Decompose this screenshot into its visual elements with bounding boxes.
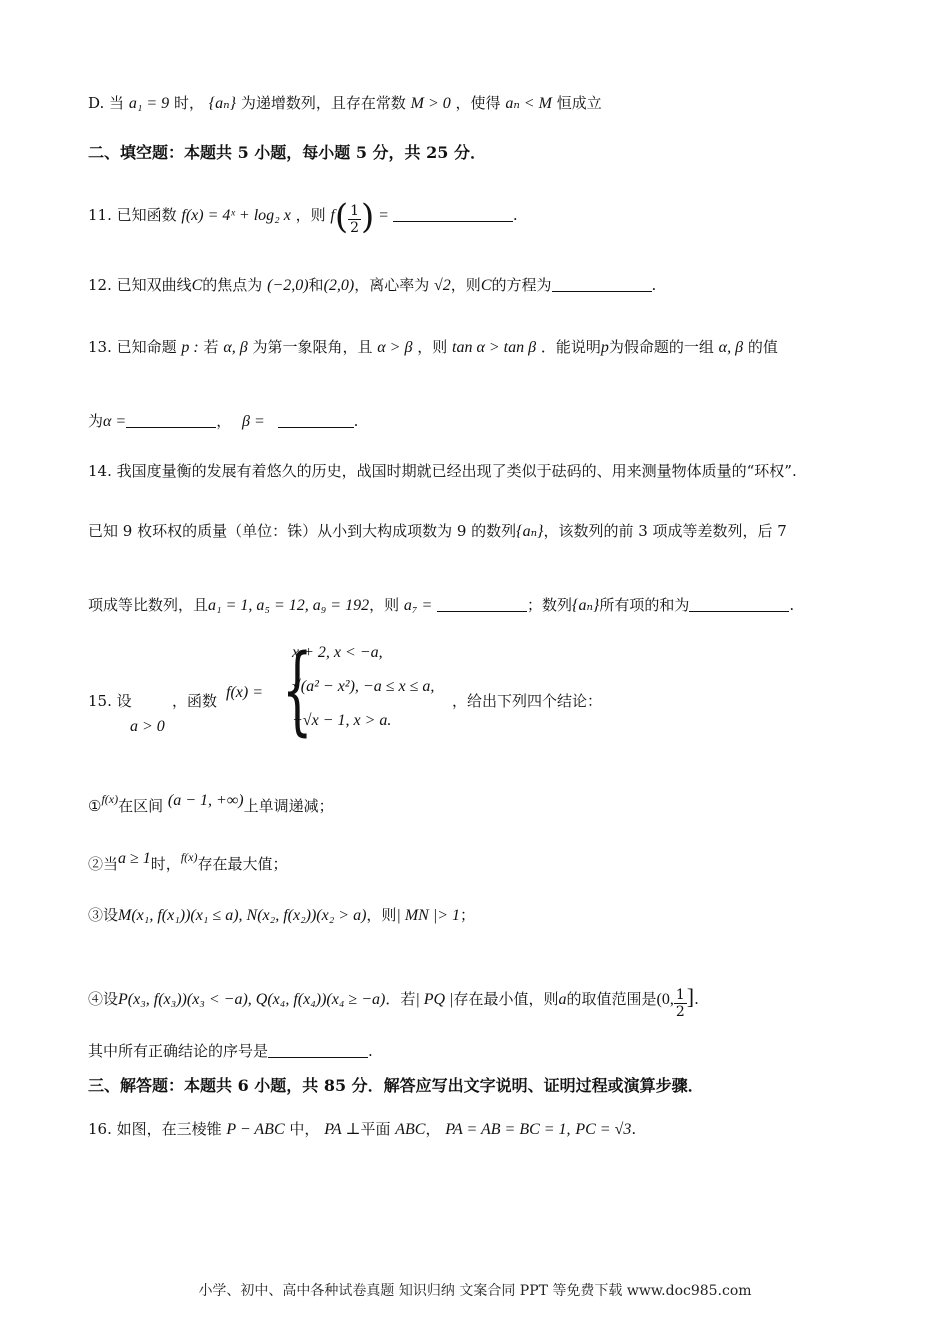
answer-blank-a7[interactable] (437, 595, 527, 612)
math-fx: f(x) (101, 792, 119, 806)
paren-left: ( (334, 197, 349, 237)
text: 所有项的和为 (599, 596, 690, 614)
math-alpha-gt-beta: α > β (377, 339, 413, 356)
text: ，则 (450, 276, 481, 294)
math-p: p (600, 339, 609, 356)
text: ，离心率为 (354, 276, 430, 294)
option-d (88, 92, 890, 115)
text: 的值 (747, 338, 778, 356)
math-fx-eq: f(x) = (226, 684, 263, 701)
math-points-mn: M(x₁, f(x₁))(x₁ ≤ a), N(x₂, f(x₂))(x₂ > a) (118, 907, 367, 924)
question-16 (88, 1118, 890, 1141)
text: 存在最小值，则 (453, 990, 559, 1008)
text: ．若 (385, 990, 416, 1008)
text: ④设 (88, 990, 119, 1008)
answer-blank-sum[interactable] (689, 595, 789, 612)
math-p: p : (181, 339, 199, 356)
math-focus-1: (−2,0) (267, 277, 309, 294)
text: . (368, 1042, 373, 1060)
math-tan-inequality: tan α > tan β (452, 339, 537, 356)
math-sequence: {aₙ} (572, 597, 600, 614)
fraction-one-half (348, 203, 361, 236)
text: ，则 (417, 338, 448, 356)
text: 存在最大值； (197, 855, 288, 873)
text: 11. 已知函数 (88, 206, 177, 224)
math-range-right: ] (686, 984, 695, 1009)
text: 的方程为 (491, 276, 552, 294)
math-an-lt-m: aₙ < M (505, 95, 552, 112)
math-c: C (480, 277, 492, 294)
case-1: x + 2, x < −a, (292, 644, 383, 661)
answer-blank-12[interactable] (552, 275, 652, 292)
math-sequence: {aₙ} (516, 523, 544, 540)
math-pq: | PQ | (415, 991, 454, 1008)
text: 已知 9 枚环权的质量（单位：铢）从小到大构成项数为 9 的数列 (88, 522, 517, 540)
text: 时， (173, 94, 204, 112)
text: . (694, 990, 699, 1008)
text: ③设 (88, 906, 119, 924)
math-plane-abc: ABC (395, 1121, 426, 1138)
text: ；数列 (527, 596, 573, 614)
page-footer: 小学、初中、高中各种试卷真题 知识归纳 文案合同 PPT 等免费下载 www.doc985.com (198, 1283, 752, 1299)
math-fx: f(x) (180, 850, 198, 864)
text: 时， (150, 855, 181, 873)
math-beta-eq: β = (242, 413, 265, 430)
math-sequence: {aₙ} (208, 95, 237, 112)
text: ，使得 (455, 94, 501, 112)
math-alpha-beta: α, β (718, 339, 744, 356)
text: 若 (203, 338, 219, 356)
math-pa-perp: PA ⊥ (324, 1121, 361, 1138)
question-13 (88, 336, 890, 359)
text: 其中所有正确结论的序号是 (88, 1042, 269, 1060)
text: 上单调递减； (243, 797, 334, 815)
math-given-terms: a₁ = 1, a₅ = 12, a₉ = 192 (208, 597, 370, 614)
math-a7-eq: a₇ = (403, 597, 433, 614)
question-15-prefix: 15. 设 (88, 692, 132, 710)
conclusion-2 (88, 846, 890, 875)
numerator: 1 (675, 987, 685, 1003)
brace: { (282, 634, 313, 746)
math-c: C (191, 277, 203, 294)
question-14-line-2 (88, 520, 890, 543)
text: 恒成立 (556, 94, 602, 112)
paren-right: ) (361, 197, 375, 237)
text: 为递增数列，且存在常数 (240, 94, 406, 112)
text: . (512, 206, 518, 224)
text: . (651, 276, 657, 294)
math-a: a (558, 991, 567, 1008)
math-a1-eq-9: a₁ = 9 (128, 95, 170, 112)
text: . (631, 1120, 637, 1138)
math-range-left: (0, (656, 991, 674, 1008)
text: 项成等比数列，且 (88, 596, 209, 614)
text: . (789, 596, 795, 614)
math-eccentricity: √2 (434, 277, 451, 294)
section-3-heading: 三、解答题：本题共 6 小题，共 85 分．解答应写出文字说明、证明过程或演算步骤． (88, 1076, 704, 1095)
math-alpha-eq: α = (103, 413, 127, 430)
math-f: f (330, 207, 335, 224)
question-11 (88, 197, 890, 237)
text: 13. 已知命题 (88, 338, 177, 356)
text: . (353, 412, 359, 430)
text: ，则 (366, 906, 397, 924)
math-interval: (a − 1, +∞) (167, 792, 244, 809)
text: ．能说明 (540, 338, 601, 356)
numerator: 1 (350, 203, 360, 219)
answer-blank-11[interactable] (393, 205, 513, 222)
math-a-positive: a > 0 (130, 718, 165, 735)
text: ，则 (369, 596, 400, 614)
equals: = (379, 207, 389, 224)
question-15-text: ，函数 (172, 692, 218, 710)
answer-blank-15[interactable] (268, 1041, 368, 1058)
math-a-ge-1: a ≥ 1 (118, 850, 151, 867)
text: ， (425, 1120, 441, 1138)
question-14-line-3 (88, 594, 890, 617)
text: 为 (88, 412, 104, 430)
text: 12. 已知双曲线 (88, 276, 192, 294)
answer-blank-beta[interactable] (278, 411, 354, 428)
text: 的取值范围是 (566, 990, 657, 1008)
text: ； (460, 906, 476, 924)
text: ① (88, 797, 102, 815)
text: 在区间 (118, 797, 164, 815)
question-12 (88, 274, 890, 297)
conclusion-1 (88, 788, 890, 817)
question-15-final (88, 1040, 890, 1062)
text: 和 (308, 276, 324, 294)
text: 为假命题的一组 (608, 338, 714, 356)
case-3: −√x − 1, x > a. (292, 712, 392, 729)
text: 为第一象限角，且 (252, 338, 373, 356)
text: ，该数列的前 3 项成等差数列，后 7 (543, 522, 787, 540)
math-mn-gt-1: | MN |> 1 (396, 907, 461, 924)
denominator: 2 (675, 1004, 685, 1020)
denominator: 2 (350, 220, 360, 236)
conclusion-4 (88, 980, 890, 1020)
text: ，则 (295, 206, 326, 224)
text: 中， (289, 1120, 320, 1138)
text: 16. 如图，在三棱锥 (88, 1120, 222, 1138)
option-d-label: D. 当 (88, 94, 125, 112)
question-14-line-1: 14. 我国度量衡的发展有着悠久的历史，战国时期就已经出现了类似于砝码的、用来测量物体质量的“环权”. (88, 462, 797, 480)
math-points-pq: P(x₃, f(x₃))(x₃ < −a), Q(x₄, f(x₄))(x₄ ≥ −a) (118, 991, 386, 1008)
text: 平面 (360, 1120, 391, 1138)
math-pc-length: PC = √3 (575, 1121, 632, 1138)
case-2: √(a² − x²), −a ≤ x ≤ a, (292, 678, 435, 695)
math-m-positive: M > 0 (410, 95, 451, 112)
text: ， (216, 412, 232, 430)
section-2-heading: 二、填空题：本题共 5 小题，每小题 5 分，共 25 分． (88, 143, 486, 162)
math-pyramid: P − ABC (226, 1121, 285, 1138)
question-15-intro: ，给出下列四个结论： (452, 692, 603, 710)
answer-blank-alpha[interactable] (126, 411, 216, 428)
math-lengths: PA = AB = BC = 1, (445, 1121, 571, 1138)
text: 的焦点为 (202, 276, 263, 294)
math-function-def: f(x) = 4ˣ + log₂ x (181, 207, 291, 224)
fraction-one-half (674, 987, 687, 1020)
math-alpha-beta: α, β (223, 339, 248, 356)
math-focus-2: (2,0) (323, 277, 355, 294)
conclusion-3 (88, 904, 890, 927)
text: ②当 (88, 855, 119, 873)
question-13-answers (88, 410, 890, 433)
